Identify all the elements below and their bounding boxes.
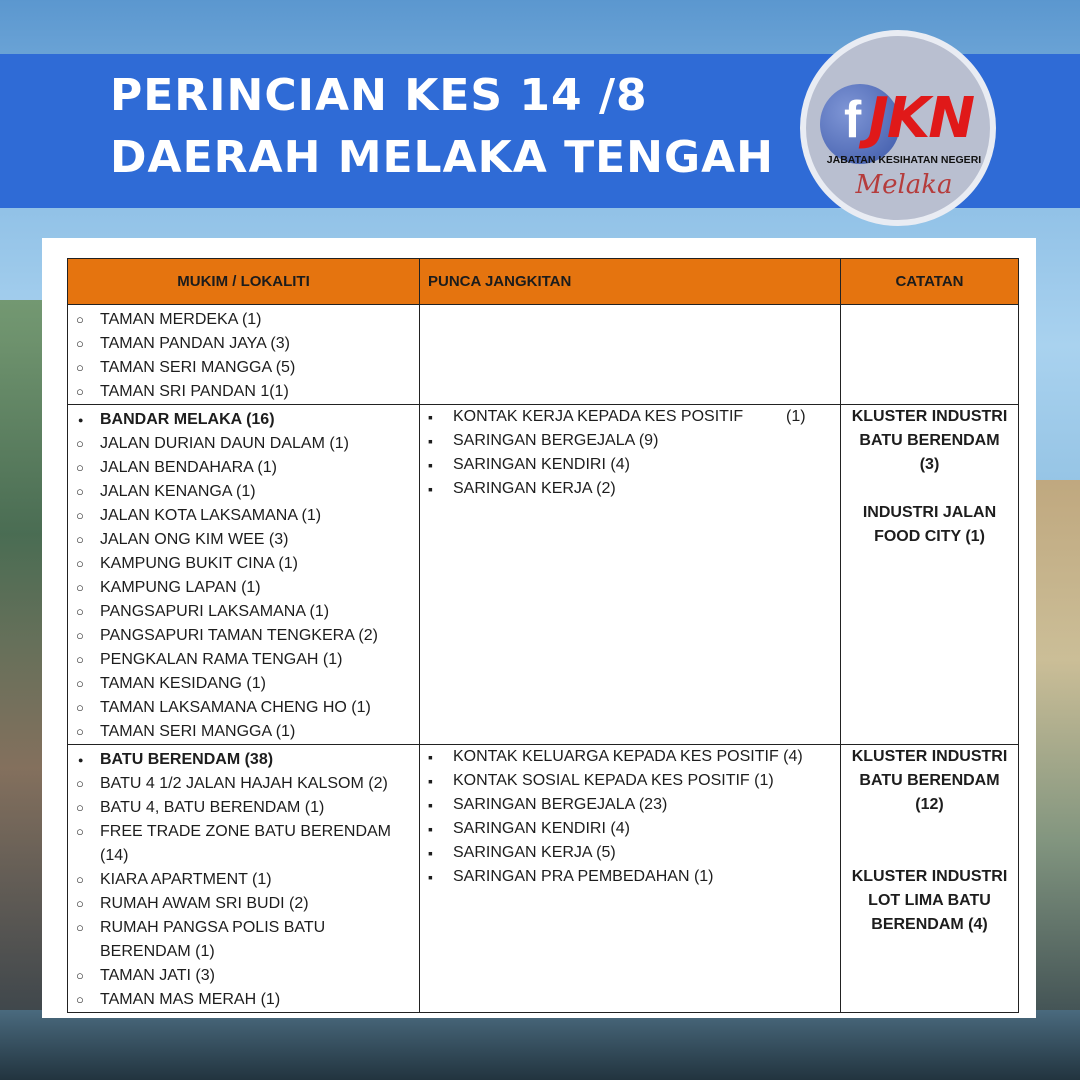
locality-text: KAMPUNG LAPAN (1) xyxy=(100,579,261,596)
source-item xyxy=(420,817,803,841)
header-catatan: CATATAN xyxy=(841,259,1019,305)
bullet-circle-icon: ○ xyxy=(76,920,84,935)
source-item xyxy=(420,453,743,477)
logo-letters: JKN xyxy=(868,86,974,151)
source-text: KONTAK KELUARGA KEPADA KES POSITIF (4) xyxy=(453,748,803,765)
bullet-circle-icon: ○ xyxy=(76,484,84,499)
locality-text: JALAN BENDAHARA (1) xyxy=(100,459,277,476)
source-text: SARINGAN KERJA (5) xyxy=(453,844,616,861)
bullet-circle-icon: ○ xyxy=(76,604,84,619)
case-table xyxy=(67,258,1019,1013)
locality-text: TAMAN KESIDANG (1) xyxy=(100,675,266,692)
facebook-icon: f xyxy=(820,84,900,164)
bullet-square-icon: ▪ xyxy=(428,797,433,813)
cluster-note xyxy=(841,745,1018,817)
bullet-circle-icon: ○ xyxy=(76,896,84,911)
bullet-square-icon: ▪ xyxy=(428,869,433,885)
locality-text: RUMAH AWAM SRI BUDI (2) xyxy=(100,895,309,912)
locality-text: KIARA APARTMENT (1) xyxy=(100,871,272,888)
locality-text: JALAN KENANGA (1) xyxy=(100,483,256,500)
locality-text: JALAN DURIAN DAUN DALAM (1) xyxy=(100,435,349,452)
locality-cell xyxy=(68,305,420,405)
locality-text: JALAN ONG KIM WEE (3) xyxy=(100,531,289,548)
header-mukim: MUKIM / LOKALITI xyxy=(68,259,420,305)
cluster-note-line: BATU BERENDAM xyxy=(859,772,1000,789)
bullet-circle-icon: ○ xyxy=(76,824,84,839)
logo-script: Melaka xyxy=(855,170,953,200)
source-text: SARINGAN PRA PEMBEDAHAN (1) xyxy=(453,868,714,885)
locality-text: BATU BERENDAM (38) xyxy=(100,751,274,768)
locality-text: PENGKALAN RAMA TENGAH (1) xyxy=(100,651,343,668)
locality-item xyxy=(68,796,419,820)
cluster-note-line: KLUSTER INDUSTRI xyxy=(851,408,1008,425)
source-cell xyxy=(420,305,841,405)
locality-text: TAMAN SERI MANGGA (1) xyxy=(100,723,296,740)
source-item xyxy=(420,841,803,865)
bullet-circle-icon: ○ xyxy=(76,360,84,375)
locality-item xyxy=(68,648,419,672)
bullet-square-icon: ▪ xyxy=(428,821,433,837)
bullet-circle-icon: ○ xyxy=(76,312,84,327)
bullet-circle-icon: ○ xyxy=(76,556,84,571)
bullet-square-icon: ▪ xyxy=(428,457,433,473)
locality-text: BANDAR MELAKA (16) xyxy=(100,411,275,428)
source-text: SARINGAN KENDIRI (4) xyxy=(453,456,630,473)
bullet-filled-icon: ● xyxy=(78,755,84,765)
locality-item xyxy=(68,964,419,988)
locality-text: TAMAN SRI PANDAN 1(1) xyxy=(100,383,289,400)
cluster-note-line: KLUSTER INDUSTRI xyxy=(851,868,1008,885)
locality-item xyxy=(68,576,419,600)
source-text: SARINGAN KENDIRI (4) xyxy=(453,820,630,837)
locality-item xyxy=(68,356,419,380)
locality-text: RUMAH PANGSA POLIS BATU BERENDAM (1) xyxy=(100,919,326,960)
locality-item xyxy=(68,456,419,480)
locality-item xyxy=(68,672,419,696)
source-text: KONTAK KERJA KEPADA KES POSITIF xyxy=(453,408,744,425)
locality-item xyxy=(68,600,419,624)
locality-group-heading xyxy=(68,748,419,772)
locality-item xyxy=(68,772,419,796)
source-cell xyxy=(420,745,841,1013)
cluster-note-line: (12) xyxy=(915,796,944,813)
table-header-row xyxy=(68,259,1019,305)
locality-item xyxy=(68,332,419,356)
locality-group-heading xyxy=(68,408,419,432)
locality-item xyxy=(68,504,419,528)
page-title-line1: PERINCIAN KES 14 /8 xyxy=(110,70,648,121)
bullet-circle-icon: ○ xyxy=(76,336,84,351)
locality-item xyxy=(68,892,419,916)
source-text: SARINGAN KERJA (2) xyxy=(453,480,616,497)
table-row xyxy=(68,745,1019,1013)
cluster-note-line: BERENDAM (4) xyxy=(871,916,988,933)
bullet-circle-icon: ○ xyxy=(76,700,84,715)
source-item xyxy=(420,865,803,889)
source-item xyxy=(420,429,743,453)
locality-item xyxy=(68,480,419,504)
source-item xyxy=(420,405,806,429)
locality-item xyxy=(68,380,419,404)
locality-text: FREE TRADE ZONE BATU BERENDAM (14) xyxy=(100,823,391,864)
bullet-circle-icon: ○ xyxy=(76,532,84,547)
locality-text: PANGSAPURI LAKSAMANA (1) xyxy=(100,603,330,620)
locality-text: TAMAN SERI MANGGA (5) xyxy=(100,359,296,376)
bullet-square-icon: ▪ xyxy=(428,749,433,765)
source-item xyxy=(420,477,743,501)
cluster-note-line: (3) xyxy=(919,456,940,473)
source-text: SARINGAN BERGEJALA (23) xyxy=(453,796,668,813)
bullet-circle-icon: ○ xyxy=(76,384,84,399)
bullet-circle-icon: ○ xyxy=(76,652,84,667)
note-cell xyxy=(841,305,1019,405)
bullet-square-icon: ▪ xyxy=(428,433,433,449)
source-count: (1) xyxy=(786,408,806,425)
source-item xyxy=(420,793,803,817)
logo-subtitle: JABATAN KESIHATAN NEGERI xyxy=(826,154,982,166)
locality-text: PANGSAPURI TAMAN TENGKERA (2) xyxy=(100,627,378,644)
header-punca: PUNCA JANGKITAN xyxy=(420,259,841,305)
note-cell xyxy=(841,405,1019,745)
bullet-circle-icon: ○ xyxy=(76,508,84,523)
locality-item xyxy=(68,552,419,576)
bullet-filled-icon: ● xyxy=(78,415,84,425)
locality-text: BATU 4, BATU BERENDAM (1) xyxy=(100,799,325,816)
bullet-circle-icon: ○ xyxy=(76,628,84,643)
cluster-note-line: LOT LIMA BATU xyxy=(868,892,991,909)
cluster-note-line: BATU BERENDAM xyxy=(859,432,1000,449)
locality-item xyxy=(68,308,419,332)
locality-text: TAMAN MERDEKA (1) xyxy=(100,311,262,328)
cluster-note-line: FOOD CITY (1) xyxy=(874,528,985,545)
source-text: SARINGAN BERGEJALA (9) xyxy=(453,432,659,449)
locality-text: TAMAN LAKSAMANA CHENG HO (1) xyxy=(100,699,371,716)
locality-item xyxy=(68,820,419,868)
bullet-circle-icon: ○ xyxy=(76,580,84,595)
bullet-circle-icon: ○ xyxy=(76,872,84,887)
bullet-square-icon: ▪ xyxy=(428,409,433,425)
bullet-square-icon: ▪ xyxy=(428,481,433,497)
background-scenery-right xyxy=(1030,480,1080,1080)
jkn-logo xyxy=(800,30,996,226)
cluster-note xyxy=(841,405,1018,477)
source-item xyxy=(420,745,803,769)
locality-text: BATU 4 1/2 JALAN HAJAH KALSOM (2) xyxy=(100,775,388,792)
locality-item xyxy=(68,528,419,552)
locality-item xyxy=(68,988,419,1012)
background-water xyxy=(0,1010,1080,1080)
bullet-circle-icon: ○ xyxy=(76,776,84,791)
locality-text: JALAN KOTA LAKSAMANA (1) xyxy=(100,507,322,524)
bullet-circle-icon: ○ xyxy=(76,992,84,1007)
bullet-circle-icon: ○ xyxy=(76,968,84,983)
cluster-note xyxy=(841,501,1018,549)
locality-cell xyxy=(68,405,420,745)
bullet-circle-icon: ○ xyxy=(76,800,84,815)
locality-item xyxy=(68,916,419,964)
table-row xyxy=(68,305,1019,405)
locality-text: TAMAN PANDAN JAYA (3) xyxy=(100,335,290,352)
source-item xyxy=(420,769,803,793)
table-row xyxy=(68,405,1019,745)
locality-item xyxy=(68,720,419,744)
bullet-circle-icon: ○ xyxy=(76,676,84,691)
locality-item xyxy=(68,868,419,892)
locality-cell xyxy=(68,745,420,1013)
locality-text: KAMPUNG BUKIT CINA (1) xyxy=(100,555,298,572)
bullet-square-icon: ▪ xyxy=(428,845,433,861)
cluster-note xyxy=(841,865,1018,937)
locality-item xyxy=(68,696,419,720)
locality-text: TAMAN MAS MERAH (1) xyxy=(100,991,281,1008)
source-text: KONTAK SOSIAL KEPADA KES POSITIF (1) xyxy=(453,772,774,789)
locality-item xyxy=(68,624,419,648)
cluster-note-line: INDUSTRI JALAN xyxy=(862,504,997,521)
locality-text: TAMAN JATI (3) xyxy=(100,967,215,984)
bullet-square-icon: ▪ xyxy=(428,773,433,789)
note-cell xyxy=(841,745,1019,1013)
bullet-circle-icon: ○ xyxy=(76,460,84,475)
bullet-circle-icon: ○ xyxy=(76,436,84,451)
page-title-line2: DAERAH MELAKA TENGAH xyxy=(110,132,774,183)
source-cell xyxy=(420,405,841,745)
cluster-note-line: KLUSTER INDUSTRI xyxy=(851,748,1008,765)
locality-item xyxy=(68,432,419,456)
bullet-circle-icon: ○ xyxy=(76,724,84,739)
case-table-card xyxy=(42,238,1036,1018)
